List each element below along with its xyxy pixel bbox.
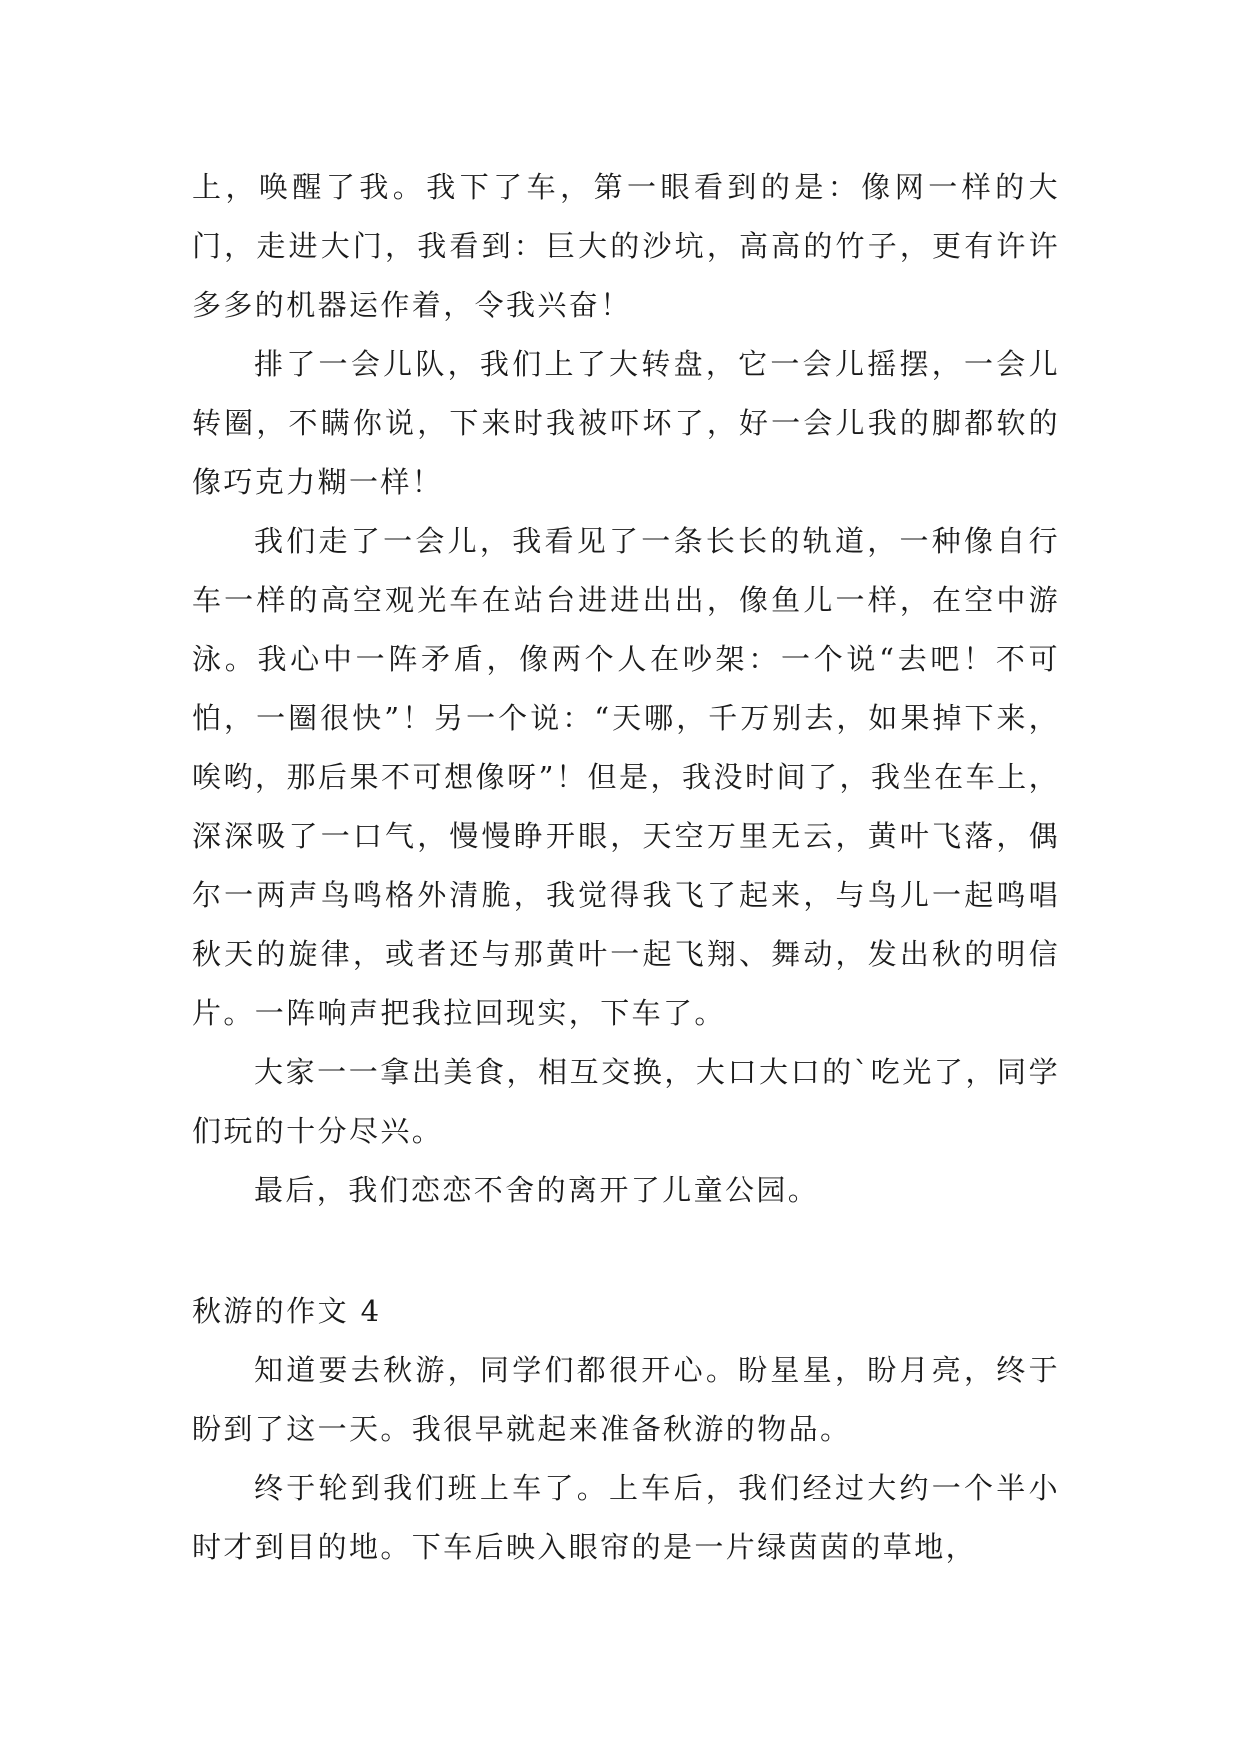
paragraph-3: 我们走了一会儿，我看见了一条长长的轨道，一种像自行车一样的高空观光车在站台进进出出，像鱼儿一样，在空中游泳。我心中一阵矛盾，像两个人在吵架：一个说“去吧！不可怕，一圈很快”！另一个说：“天哪，千万别去，如果掉下来，唉哟，那后果不可想像呀”！但是，我没时间了，我坐在车上，深深吸了一口气，慢慢睁开眼，天空万里无云，黄叶飞落，偶尔一两声鸟鸣格外清脆，我觉得我飞了起来，与鸟儿一起鸣唱秋天的旋律，或者还与那黄叶一起飞翔、舞动，发出秋的明信片。一阵响声把我拉回现实，下车了。 [192,524,1060,1030]
document-body [192,158,1060,1577]
paragraph-7: 终于轮到我们班上车了。上车后，我们经过大约一个半小时才到目的地。下车后映入眼帘的是一片绿茵茵的草地， [192,1471,1060,1564]
section-heading: 秋游的作文 4 [192,1294,382,1328]
paragraph-2: 排了一会儿队，我们上了大转盘，它一会儿摇摆，一会儿转圈，不瞒你说，下来时我被吓坏了，好一会儿我的脚都软的像巧克力糊一样！ [192,347,1060,499]
paragraph-6: 知道要去秋游，同学们都很开心。盼星星，盼月亮，终于盼到了这一天。我很早就起来准备秋游的物品。 [192,1353,1060,1446]
paragraph-5: 最后，我们恋恋不舍的离开了儿童公园。 [254,1173,820,1207]
paragraph-4: 大家一一拿出美食，相互交换，大口大口的`吃光了，同学们玩的十分尽兴。 [192,1055,1060,1148]
paragraph-1: 上，唤醒了我。我下了车，第一眼看到的是：像网一样的大门，走进大门，我看到：巨大的沙坑，高高的竹子，更有许许多多的机器运作着，令我兴奋！ [192,170,1060,322]
